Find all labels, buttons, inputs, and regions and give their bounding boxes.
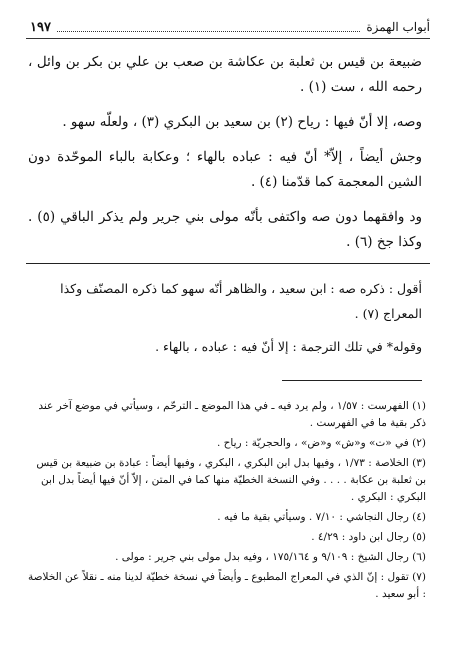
paragraph: ود وافقهما دون صه واكتفى بأنّه مولى بني جرير ولم يذكر الباقي (٥) . وكذا جخ (٦) . [28,209,422,250]
page-header [30,18,430,36]
paragraph: وجش أيضاً ، إلاّ* أنّ فيه : عباده بالهاء ؛ وعكابة بالباء الموحّدة دون الشين المعجمة كما قدّمنا (٤) . [28,149,422,190]
main-text [28,50,422,265]
footnote: (٢) في «ت» و«ش» و«ض» ، والحجريّة : رياح . [216,437,426,449]
paragraph: ضبيعة بن قيس بن ثعلبة بن عكاشة بن صعب بن علي بن بكر بن وائل ، رحمه الله ، ست (١) . [28,54,422,95]
commentary-paragraph: وقوله* في تلك الترجمة : إلا أنّ فيه : عباده ، بالهاء . [155,339,422,354]
footnote: (٣) الخلاصة : ١/٧٣ ، وفيها بدل ابن البكري ، البكري ، وفيها أيضاً : عبادة بن ضبيعة بن قيس بن ثعلبة بن عكابة . . . . وفي النسخة الخطيّة منها كما في المتن ، إلاّ أنّ فيها أيضاً بدل ابن البكري : البكري . [36,457,426,503]
paragraph: وصه، إلا أنّ فيها : رياح (٢) بن سعيد بن البكري (٣) ، ولعلّه سهو . [62,114,422,130]
footnote: (٥) رجال ابن داود : ٤/٢٩ . [311,531,426,543]
footnote: (١) الفهرست : ١/٥٧ ، ولم يرد فيه ـ في هذا الموضع ـ الترحّم ، وسيأتي في موضع آخر عند ذكر بقية ما في الفهرست . [38,400,426,429]
footnote: (٧) تقول : إنّ الذي في المعراج المطبوع ـ وأيضاً في نسخة خطيّة لدينا منه ـ نقلاً عن الخلاصة : أبو سعيد . [27,571,426,600]
header-rule [26,38,430,39]
footnote: (٤) رجال النجاشي : ٧/١٠ . وسيأتي بقية ما فيه . [217,511,426,523]
header-title: أبواب الهمزة [366,20,430,34]
page-number: ١٩٧ [30,19,51,35]
footnotes [26,398,426,606]
footnote-rule [282,380,422,381]
header-dot-leader [57,23,360,32]
commentary-paragraph: أقول : ذكره صه : ابن سعيد ، والظاهر أنّه سهو كما ذكره المصنّف وكذا المعراج (٧) . [60,281,422,321]
footnote: (٦) رجال الشيخ : ٩/١٠٩ و ١٧٥/١٦٤ ، وفيه بدل مولى بني جرير : مولى . [115,551,426,563]
section-divider [26,263,430,264]
commentary [28,276,422,367]
